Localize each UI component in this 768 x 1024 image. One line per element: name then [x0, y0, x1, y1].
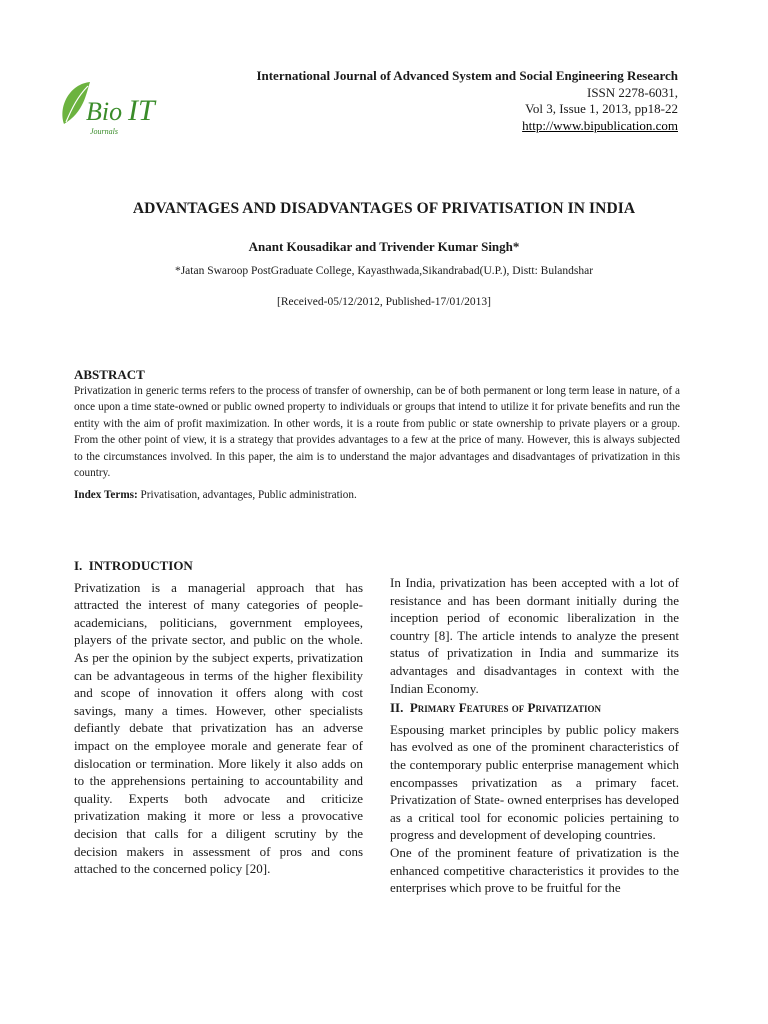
received-published-dates: [Received-05/12/2012, Published-17/01/2013] [277, 296, 491, 308]
introduction-paragraph: Privatization is a managerial approach that has attracted the interest of many categories of people- academicians, politicians, government employees, players of the private sector, and public on the whole. As per the opinion by the subject experts, privatization can be advantageous in terms of the higher flexibility and scope of innovation it offers along with cost savings, many a times. However, other specialists defiantly debate that privatization has an adverse impact on the employee morale and generate fear of dislocation or termination. More likely it also adds on to the apprehensions pertaining to accountability and quality. Experts both advocate and criticize privatization making it more or less a provocative decision that calls for a diligent scrutiny by the decision makers in assessment of pros and cons attached to the concerned policy [20]. [74, 579, 363, 877]
introduction-heading: I. INTRODUCTION [74, 558, 193, 573]
paper-title: ADVANTAGES AND DISADVANTAGES OF PRIVATISATION IN INDIA [132, 200, 636, 217]
authors: Anant Kousadikar and Trivender Kumar Singh* [248, 239, 520, 254]
abstract-heading: ABSTRACT [74, 367, 145, 382]
leaf-logo-icon [56, 78, 186, 140]
journal-url-link[interactable]: http://www.bipublication.com [522, 117, 678, 133]
volume-issue: Vol 3, Issue 1, 2013, pp18-22 [525, 101, 678, 116]
logo-subtitle-text: Journals [90, 127, 118, 136]
journal-name: International Journal of Advanced System and Social Engineering Research [256, 68, 678, 83]
primary-features-paragraph-1: Espousing market principles by public policy makers has evolved as one of the prominent characteristics of the contemporary public enterprise management which encompasses privatization as a primary facet. Privatization of State- owned enterprises has developed as a critical tool for economic policies pertaining to progress and development of developing countries. [390, 721, 679, 843]
india-paragraph: In India, privatization has been accepted with a lot of resistance and has been dormant initially during the inception period of economic liberalization in the country [8]. The article intends to analyze the present status of privatization in India and summarize its advantages and disadvantages in context with the Indian Economy. [390, 575, 679, 696]
index-terms-label: Index Terms: [74, 489, 138, 501]
left-column [74, 557, 363, 878]
journal-logo [56, 78, 186, 140]
index-terms [74, 488, 680, 502]
primary-features-paragraph-2: One of the prominent feature of privatization is the enhanced competitive characteristics it provides to the enterprises which prove to be fruitful for the [390, 844, 679, 896]
index-terms-value: Privatisation, advantages, Public administration. [140, 489, 357, 501]
abstract-body: Privatization in generic terms refers to the process of transfer of ownership, can be of both permanent or long term lease in nature, of a once upon a time state-owned or public owned property to individuals or groups that intend to utilize it for private benefits and run the entity with the aim of profit maximization. In other words, it is a route from public or state ownership to private players or a group. From the other point of view, it is a strategy that provides advantages to a few at the price of many. However, this is always subjected to the circumstances involved. In this paper, the aim is to understand the major advantages and disadvantages of privatization in this country. [74, 385, 680, 480]
affiliation: *Jatan Swaroop PostGraduate College, Kayasthwada,Sikandrabad(U.P.), Distt: Bulandshar [174, 265, 594, 277]
issn: ISSN 2278-6031, [586, 84, 678, 100]
right-column [390, 574, 679, 897]
primary-features-heading: II. Primary Features of Privatization [390, 700, 601, 716]
logo-it-text: IT [128, 94, 155, 127]
logo-bio-text: Bio [86, 97, 123, 126]
journal-header [218, 68, 678, 134]
